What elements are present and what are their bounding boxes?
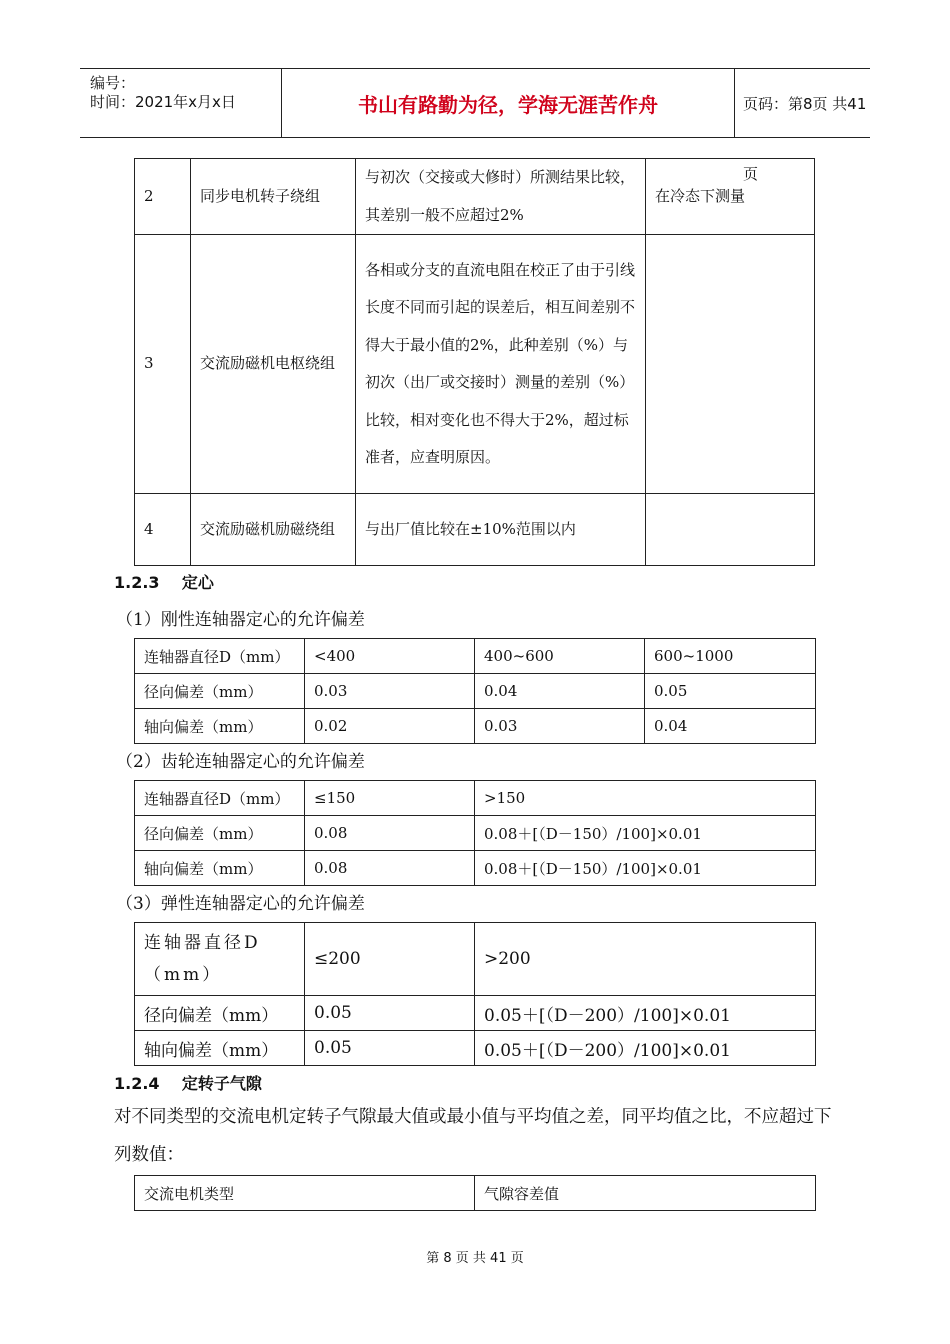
row-standard: 各相或分支的直流电阻在校正了由于引线长度不同而引起的误差后，相互间差别不得大于最小值的2%，此种差别（%）与初次（出厂或交接时）测量的差别（%）比较，相对变化也不得大于2%，超过标准者，应查明原因。 — [356, 235, 646, 494]
table-cell: <400 — [305, 639, 475, 674]
header-info — [80, 69, 282, 137]
table-cell: 轴向偏差（mm） — [135, 709, 305, 744]
table-row — [135, 159, 815, 235]
section-title: 定心 — [181, 573, 214, 592]
table-cell: 轴向偏差（mm） — [135, 851, 305, 886]
row-number: 2 — [135, 159, 191, 235]
elastic-caption: （3）弹性连轴器定心的允许偏差 — [116, 894, 365, 914]
section-heading — [114, 570, 214, 593]
table-cell: 0.05＋[（D－200）/100]×0.01 — [475, 996, 816, 1031]
table-cell: 连轴器直径D（mm） — [135, 781, 305, 816]
table-row — [135, 709, 816, 744]
table-row — [135, 923, 816, 996]
doc-time-label: 时间：2021年x月x日 — [90, 93, 236, 111]
table-cell: 0.03 — [305, 674, 475, 709]
table-row — [135, 1031, 816, 1066]
table-row — [135, 996, 816, 1031]
table-cell: 0.08 — [305, 816, 475, 851]
table-cell: 径向偏差（mm） — [135, 816, 305, 851]
resistance-table — [134, 158, 815, 566]
page-header — [80, 68, 870, 183]
gear-caption: （2）齿轮连轴器定心的允许偏差 — [116, 752, 365, 772]
section-paragraph: 对不同类型的交流电机定转子气隙最大值或最小值与平均值之差，同平均值之比，不应超过下列数值： — [114, 1107, 832, 1165]
table-row — [135, 781, 816, 816]
row-note — [646, 494, 815, 566]
page-footer: 第 8 页 共 41 页 — [426, 1251, 524, 1266]
table-cell: >200 — [475, 923, 816, 996]
table-cell: ≤150 — [305, 781, 475, 816]
table-row — [135, 1176, 816, 1211]
table-cell: 0.05＋[（D－200）/100]×0.01 — [475, 1031, 816, 1066]
section-heading — [114, 1071, 262, 1094]
table-cell: 0.08 — [305, 851, 475, 886]
table-cell: ≤200 — [305, 923, 475, 996]
table-row — [135, 235, 815, 494]
header-page-label: 页码：第8页 共41页 — [743, 95, 867, 183]
table-header-cell: 交流电机类型 — [135, 1176, 475, 1211]
table-cell: 0.03 — [475, 709, 645, 744]
table-cell: 0.05 — [305, 996, 475, 1031]
table-cell: 0.05 — [305, 1031, 475, 1066]
row-note — [646, 235, 815, 494]
rigid-coupling-table — [134, 638, 816, 744]
table-cell: 0.08＋[（D－150）/100]×0.01 — [475, 851, 816, 886]
table-cell: 600~1000 — [645, 639, 816, 674]
table-row — [135, 639, 816, 674]
row-number: 4 — [135, 494, 191, 566]
row-standard: 与出厂值比较在±10%范围以内 — [356, 494, 646, 566]
table-row — [135, 816, 816, 851]
table-cell: 0.04 — [645, 709, 816, 744]
table-cell: 400~600 — [475, 639, 645, 674]
table-cell: 0.05 — [645, 674, 816, 709]
section-number: 1.2.4 — [114, 1074, 160, 1093]
row-number: 3 — [135, 235, 191, 494]
table-cell: 连轴器直径D（mm） — [135, 639, 305, 674]
doc-number-label: 编号： — [90, 74, 136, 92]
elastic-coupling-table — [134, 922, 816, 1066]
section-number: 1.2.3 — [114, 573, 160, 592]
air-gap-table — [134, 1175, 816, 1211]
table-row — [135, 674, 816, 709]
table-cell: 0.02 — [305, 709, 475, 744]
gear-coupling-table — [134, 780, 816, 886]
row-item: 交流励磁机励磁绕组 — [191, 494, 356, 566]
table-cell: 径向偏差（mm） — [135, 996, 305, 1031]
table-cell: 连轴器直径D（mm） — [135, 923, 305, 996]
table-row — [135, 851, 816, 886]
row-item: 交流励磁机电枢绕组 — [191, 235, 356, 494]
row-note: 在冷态下测量 — [646, 159, 815, 235]
table-row — [135, 494, 815, 566]
row-standard: 与初次（交接或大修时）所测结果比较，其差别一般不应超过2% — [356, 159, 646, 235]
table-cell: 0.04 — [475, 674, 645, 709]
table-cell: 径向偏差（mm） — [135, 674, 305, 709]
section-title: 定转子气隙 — [181, 1074, 262, 1093]
rigid-caption: （1）刚性连轴器定心的允许偏差 — [116, 610, 365, 630]
table-cell: >150 — [475, 781, 816, 816]
table-cell: 轴向偏差（mm） — [135, 1031, 305, 1066]
header-motto: 书山有路勤为径，学海无涯苦作舟 — [282, 69, 735, 137]
table-header-cell: 气隙容差值 — [475, 1176, 816, 1211]
table-cell: 0.08＋[（D－150）/100]×0.01 — [475, 816, 816, 851]
row-item: 同步电机转子绕组 — [191, 159, 356, 235]
